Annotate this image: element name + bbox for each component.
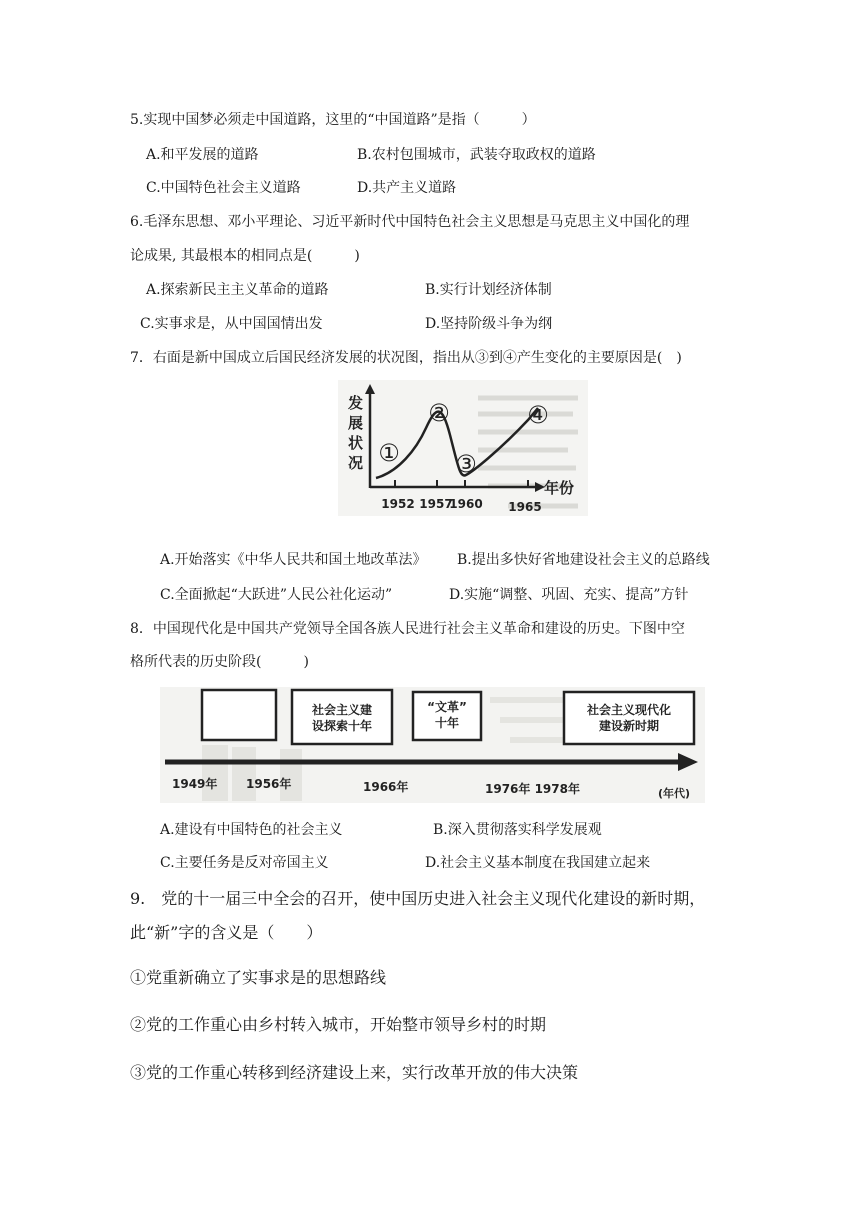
q5-stem: 5.实现中国梦必须走中国道路，这里的“中国道路”是指（ ） [130, 112, 536, 128]
svg-text:建设新时期: 建设新时期 [598, 719, 660, 733]
svg-text:发: 发 [348, 394, 364, 412]
q8-option-d: D.社会主义基本制度在我国建立起来 [425, 855, 651, 871]
q7-option-a: A.开始落实《中华人民共和国土地改革法》 [160, 552, 427, 568]
tick-label-1960: 1960 [449, 497, 483, 511]
figure-xlabel: 年份 [544, 479, 575, 497]
q7-stem: 7．右面是新中国成立后国民经济发展的状况图，指出从③到④产生变化的主要原因是( ) [130, 350, 682, 366]
q7-option-c: C.全面掀起“大跃进”人民公社化运动” [160, 587, 393, 603]
q9-item-2: ②党的工作重心由乡村转入城市，开始整市领导乡村的时期 [130, 1015, 547, 1034]
svg-text:况: 况 [348, 454, 364, 472]
q8-stem-line2: 格所代表的历史阶段( ) [130, 654, 309, 670]
tick-label-1957: 1957 [419, 497, 453, 511]
q6-option-c: C.实事求是，从中国国情出发 [140, 316, 323, 332]
svg-text:状: 状 [348, 434, 364, 452]
stage-marker-3: ③ [455, 450, 477, 478]
q5-option-d: D.共产主义道路 [357, 180, 457, 196]
q9-item-3: ③党的工作重心转移到经济建设上来，实行改革开放的伟大决策 [130, 1063, 579, 1082]
q8-option-c: C.主要任务是反对帝国主义 [160, 855, 329, 871]
svg-text:社会主义建: 社会主义建 [311, 703, 373, 717]
svg-text:“文革”: “文革” [427, 700, 467, 714]
tick-label-1952: 1952 [381, 497, 415, 511]
svg-text:社会主义现代化: 社会主义现代化 [586, 703, 672, 717]
timeline-year-0: 1949年 [172, 777, 218, 791]
exploration-decade-box [292, 690, 392, 744]
q5-option-a: A.和平发展的道路 [146, 147, 259, 163]
svg-text:十年: 十年 [434, 716, 460, 730]
economy-development-figure [338, 380, 588, 516]
q9-stem-line2: 此“新”字的含义是（ ） [130, 923, 323, 942]
q9-stem-line1: 9. 党的十一届三中全会的召开，使中国历史进入社会主义现代化建设的新时期， [130, 889, 706, 908]
q6-option-b: B.实行计划经济体制 [425, 282, 552, 298]
timeline-unit: (年代) [658, 787, 691, 800]
q9-item-1: ①党重新确立了实事求是的思想路线 [130, 968, 387, 987]
q6-stem-line2: 论成果, 其最根本的相同点是( ) [130, 248, 360, 264]
timeline-year-2: 1966年 [363, 780, 409, 794]
q8-option-b: B.深入贯彻落实科学发展观 [433, 822, 602, 838]
history-timeline-figure [160, 687, 705, 803]
svg-text:展: 展 [348, 414, 364, 432]
tick-label-1965: 1965 [508, 500, 542, 514]
stage-marker-2: ② [428, 399, 450, 427]
q7-option-d: D.实施“调整、巩固、充实、提高”方针 [449, 587, 689, 603]
svg-text:设探索十年: 设探索十年 [311, 719, 373, 733]
q5-option-b: B.农村包围城市，武装夺取政权的道路 [357, 147, 596, 163]
stage-marker-1: ① [378, 439, 400, 467]
q8-option-a: A.建设有中国特色的社会主义 [160, 822, 343, 838]
q7-option-b: B.提出多快好省地建设社会主义的总路线 [457, 552, 710, 568]
q8-stem-line1: 8．中国现代化是中国共产党领导全国各族人民进行社会主义革命和建设的历史。下图中空 [130, 621, 685, 637]
figure-ylabel [347, 394, 363, 472]
q5-option-c: C.中国特色社会主义道路 [146, 180, 301, 196]
modernization-era-box [564, 692, 694, 744]
stage-marker-4: ④ [527, 401, 549, 429]
q6-option-d: D.坚持阶级斗争为纲 [425, 316, 553, 332]
figure-tick-labels [381, 497, 541, 514]
timeline-year-3: 1976年 1978年 [485, 782, 580, 796]
q6-stem-line1: 6.毛泽东思想、邓小平理论、习近平新时代中国特色社会主义思想是马克思主义中国化的理 [130, 214, 690, 230]
timeline-year-1: 1956年 [246, 777, 292, 791]
blank-stage-box [202, 690, 276, 740]
q6-option-a: A.探索新民主主义革命的道路 [146, 282, 329, 298]
